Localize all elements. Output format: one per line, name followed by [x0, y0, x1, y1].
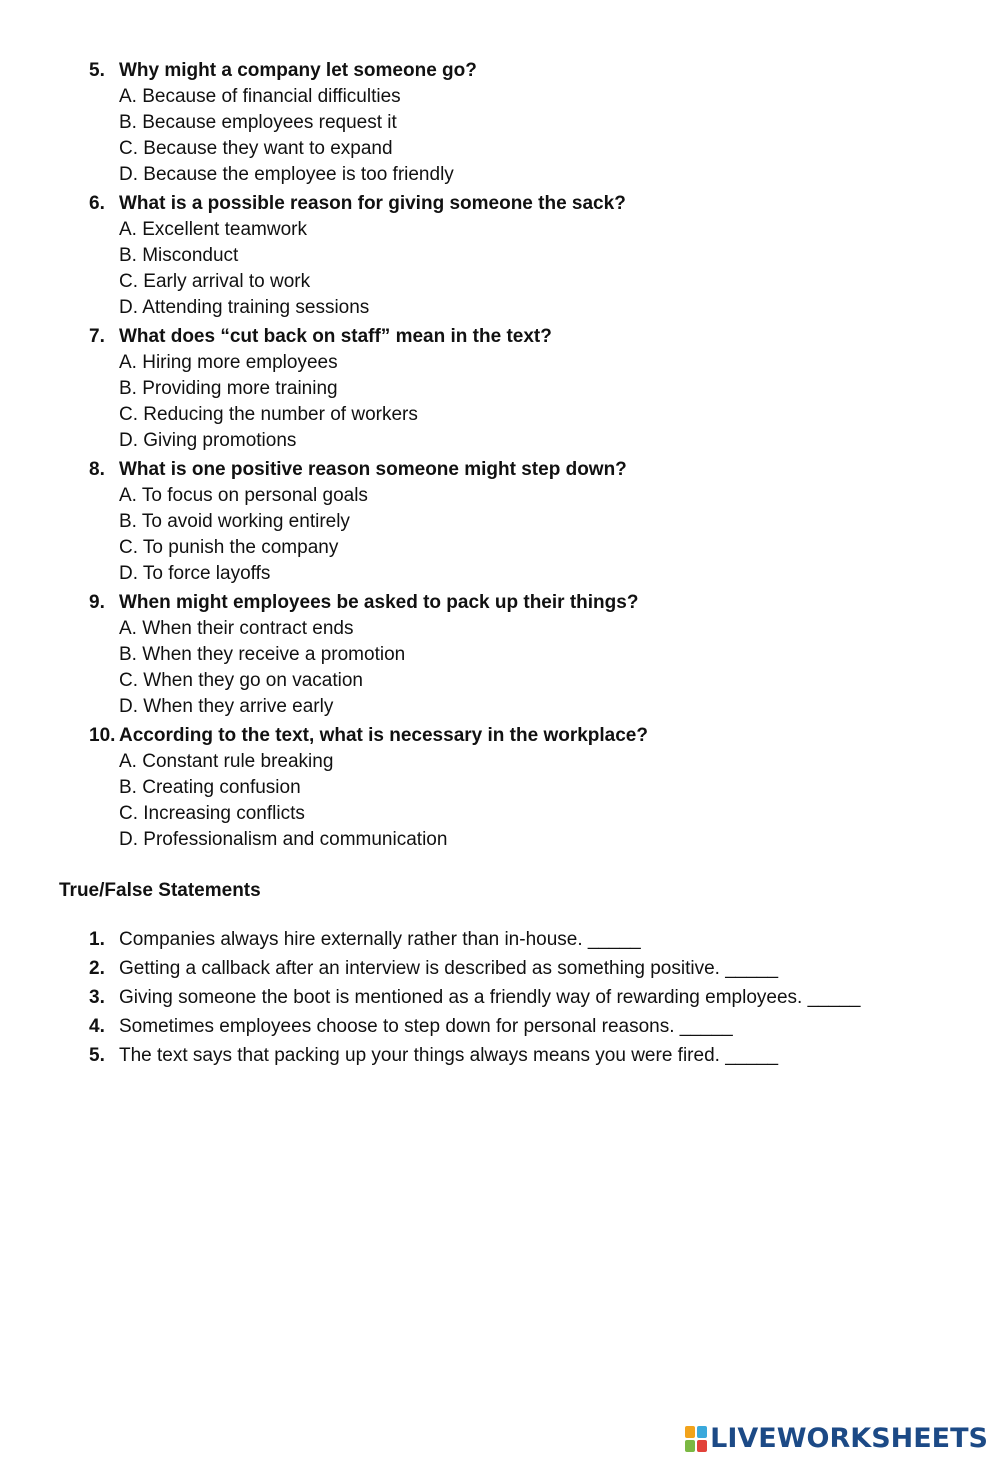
answer-option: A. Hiring more employees [119, 352, 338, 373]
true-false-item [0, 956, 1000, 985]
question-8 [0, 457, 1000, 587]
logo-block [697, 1426, 707, 1438]
answer-option: A. Excellent teamwork [119, 219, 307, 240]
true-false-heading: True/False Statements [59, 880, 261, 901]
question-number: 9. [89, 592, 105, 613]
answer-option: B. Because employees request it [119, 112, 397, 133]
statement-number: 5. [89, 1045, 105, 1066]
statement-number: 2. [89, 958, 105, 979]
question-5 [0, 58, 1000, 188]
true-false-list [0, 927, 1000, 1072]
statement-text: Sometimes employees choose to step down for personal reasons. _____ [119, 1016, 733, 1037]
logo-block [685, 1440, 695, 1452]
question-6 [0, 191, 1000, 321]
question-number: 7. [89, 326, 105, 347]
question-9 [0, 590, 1000, 720]
logo-block [697, 1440, 707, 1452]
liveworksheets-logo-icon [685, 1426, 707, 1452]
answer-option: B. When they receive a promotion [119, 644, 406, 665]
statement-number: 4. [89, 1016, 105, 1037]
brand-name: LIVEWORKSHEETS [710, 1423, 988, 1454]
true-false-item [0, 985, 1000, 1014]
answer-option: C. Early arrival to work [119, 271, 311, 292]
answer-option: C. When they go on vacation [119, 670, 363, 691]
statement-number: 3. [89, 987, 105, 1008]
statement-text: Getting a callback after an interview is described as something positive. _____ [119, 958, 779, 979]
answer-option: D. Giving promotions [119, 430, 297, 451]
answer-option: D. When they arrive early [119, 696, 334, 717]
answer-option: B. Providing more training [119, 378, 338, 399]
question-number: 6. [89, 193, 105, 214]
question-text: What does “cut back on staff” mean in the text? [119, 326, 552, 347]
liveworksheets-logo [685, 1424, 988, 1454]
question-text: Why might a company let someone go? [119, 60, 477, 81]
answer-option: A. To focus on personal goals [119, 485, 368, 506]
answer-option: C. Reducing the number of workers [119, 404, 418, 425]
true-false-item [0, 927, 1000, 956]
question-number: 10. [89, 725, 116, 746]
question-10 [0, 723, 1000, 853]
logo-block [685, 1426, 695, 1438]
multiple-choice-section [0, 58, 1000, 856]
question-text: According to the text, what is necessary in the workplace? [119, 725, 648, 746]
question-text: What is a possible reason for giving someone the sack? [119, 193, 626, 214]
answer-option: D. Attending training sessions [119, 297, 370, 318]
true-false-item [0, 1043, 1000, 1072]
question-text: What is one positive reason someone might step down? [119, 459, 627, 480]
statement-text: The text says that packing up your things always means you were fired. _____ [119, 1045, 779, 1066]
statement-text: Giving someone the boot is mentioned as a friendly way of rewarding employees. _____ [119, 987, 861, 1008]
answer-option: D. Professionalism and communication [119, 829, 448, 850]
statement-number: 1. [89, 929, 105, 950]
statement-text: Companies always hire externally rather than in-house. _____ [119, 929, 641, 950]
question-number: 5. [89, 60, 105, 81]
answer-option: D. To force layoffs [119, 563, 271, 584]
answer-option: C. To punish the company [119, 537, 339, 558]
question-number: 8. [89, 459, 105, 480]
answer-option: B. Misconduct [119, 245, 239, 266]
answer-option: A. When their contract ends [119, 618, 354, 639]
question-7 [0, 324, 1000, 454]
answer-option: C. Because they want to expand [119, 138, 393, 159]
answer-option: D. Because the employee is too friendly [119, 164, 454, 185]
answer-option: B. Creating confusion [119, 777, 301, 798]
answer-option: C. Increasing conflicts [119, 803, 305, 824]
answer-option: A. Constant rule breaking [119, 751, 334, 772]
answer-option: A. Because of financial difficulties [119, 86, 401, 107]
true-false-item [0, 1014, 1000, 1043]
answer-option: B. To avoid working entirely [119, 511, 350, 532]
question-text: When might employees be asked to pack up their things? [119, 592, 639, 613]
